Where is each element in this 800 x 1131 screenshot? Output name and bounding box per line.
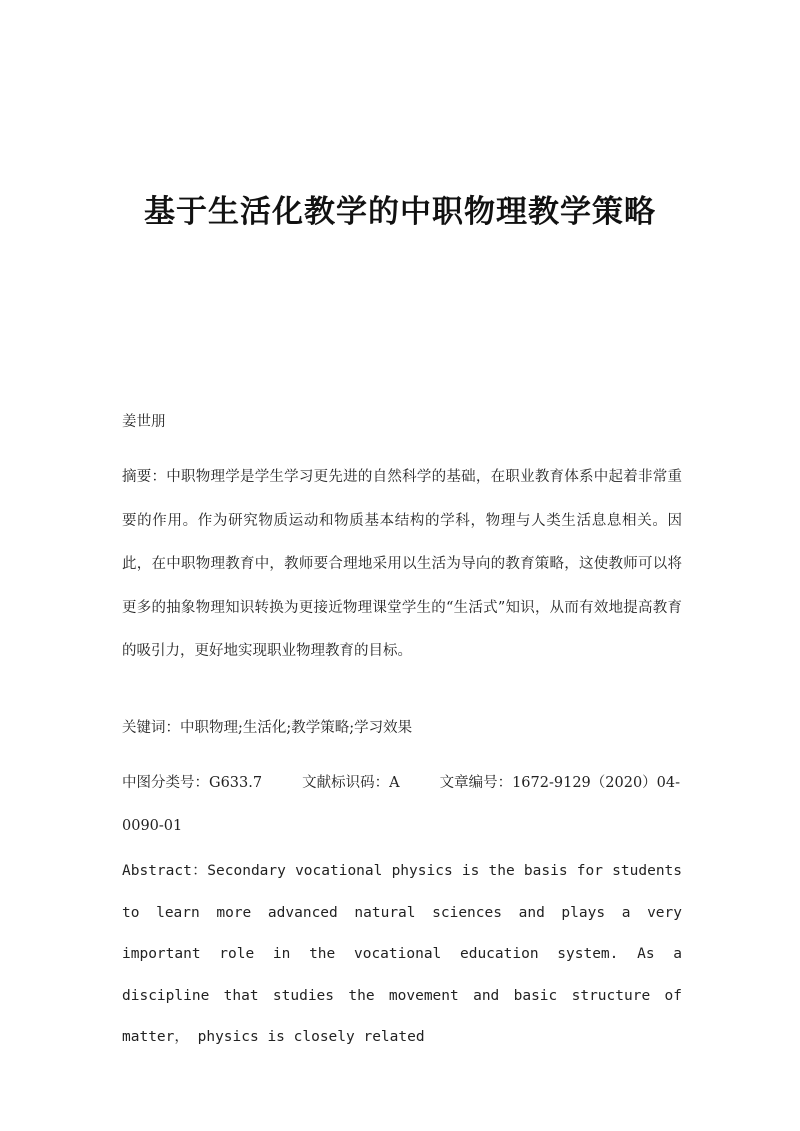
english-abstract [122,851,682,1059]
keywords-text: 中职物理;生活化;教学策略;学习效果 [180,720,413,736]
english-abstract-text: Secondary vocational physics is the basis for students to learn more advanced natural sciences and plays a very important role in the vocational education system. As a discipline that studies the movement and basic structure of matter， physics is closely related [122,863,683,1045]
author-name: 姜世朋 [122,414,166,430]
paper-title: 基于生活化教学的中职物理教学策略 [144,194,656,230]
chinese-abstract [122,456,682,674]
chinese-abstract-label: 摘要： [122,469,167,485]
keywords-label: 关键词： [122,720,180,736]
article-number: 文章编号：1672-9129（2020）04-0090-01 [122,775,681,834]
classification-info [122,762,682,848]
document-code: 文献标识码：A [302,775,400,791]
keywords [122,716,682,737]
clc-number: 中图分类号：G633.7 [122,775,263,791]
chinese-abstract-text: 中职物理学是学生学习更先进的自然科学的基础，在职业教育体系中起着非常重要的作用。作为研究物质运动和物质基本结构的学科，物理与人类生活息息相关。因此，在中职物理教育中，教师要合理地采用以生活为导向的教育策略，这使教师可以将更多的抽象物理知识转换为更接近物理课堂学生的“生活式”知识，从而有效地提高教育的吸引力，更好地实现职业物理教育的目标。 [122,469,683,659]
english-abstract-label: Abstract： [122,863,208,879]
